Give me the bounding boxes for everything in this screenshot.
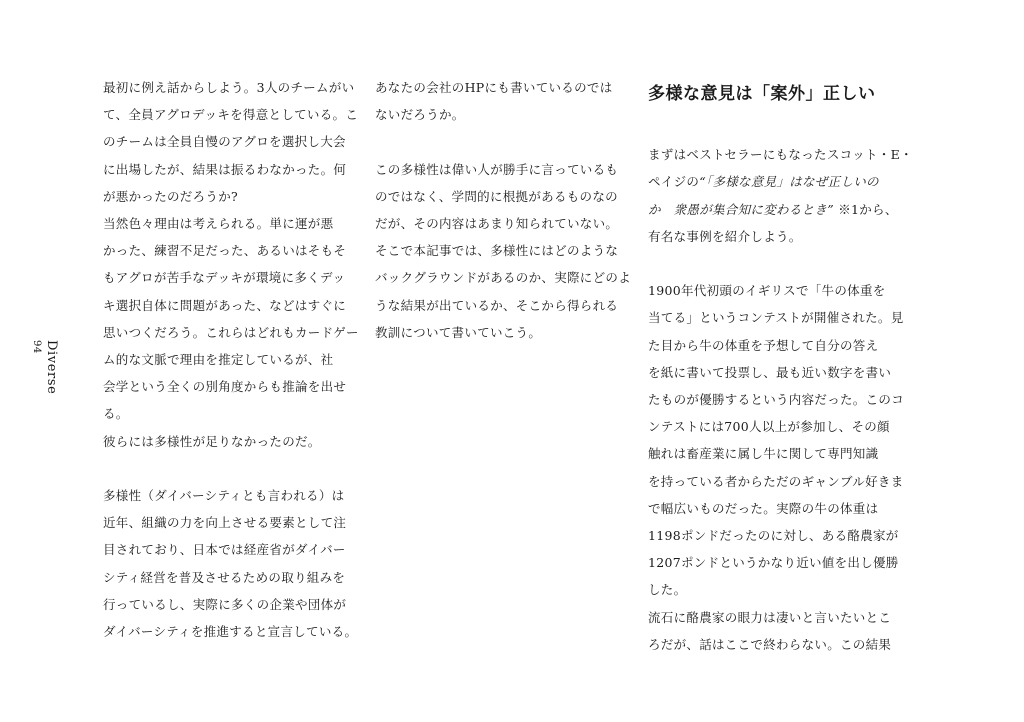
text-line: 目されており、日本では経産省がダイバー xyxy=(103,542,346,558)
text-line: 触れは畜産業に属し牛に関して専門知識 xyxy=(648,446,879,462)
text-line: 会学という全くの別角度からも推論を出せ xyxy=(103,379,347,395)
text-line: ダイバーシティを推進すると宣言している。 xyxy=(103,624,358,640)
text-column-3 xyxy=(648,74,913,658)
text-line: を持っている者からただのギャンブル好きま xyxy=(648,473,904,489)
text-column-2 xyxy=(375,74,632,346)
text-line: た目から牛の体重を予想して自分の答え xyxy=(648,337,879,353)
text-line: ンテストには700人以上が参加し、その顔 xyxy=(648,419,890,435)
text-line: が悪かったのだろうか? xyxy=(103,188,239,204)
text-line: もアグロが苦手なデッキが環境に多くデッ xyxy=(103,270,346,286)
blank-line xyxy=(648,250,890,277)
text-line: 有名な事例を紹介しよう。 xyxy=(648,228,802,244)
text-line: この多様性は偉い人が勝手に言っているも xyxy=(375,161,619,177)
text-line: 最初に例え話からしよう。3人のチームがい xyxy=(103,80,355,95)
text-line: ないだろうか。 xyxy=(375,107,465,123)
text-line: で幅広いものだった。実際の牛の体重は xyxy=(648,500,879,516)
text-fragment: から、 xyxy=(859,201,898,217)
text-line: て、全員アグロデッキを得意としている。こ xyxy=(103,107,359,123)
text-line: だが、その内容はあまり知られていない。 xyxy=(375,216,619,231)
text-line: のチームは全員自慢のアグロを選択し大会 xyxy=(103,134,346,150)
side-label xyxy=(31,340,66,395)
magazine-title: Diverse xyxy=(44,340,59,395)
text-fragment: ペイジの xyxy=(648,174,700,190)
text-line xyxy=(648,196,898,223)
text-line: る。 xyxy=(103,406,129,422)
text-line: した。 xyxy=(648,582,687,598)
text-line: そこで本記事では、多様性にはどのような xyxy=(375,243,619,259)
text-line: 1900年代初頭のイギリスで「牛の体重を xyxy=(648,283,886,299)
text-line: あなたの会社のHPにも書いているのでは xyxy=(375,80,613,95)
text-line: ム的な文脈で理由を推定しているが、社 xyxy=(103,352,334,368)
text-line: かった、練習不足だった、あるいはそもそ xyxy=(103,243,347,259)
text-line: 行っているし、実際に多くの企業や団体が xyxy=(103,596,347,612)
text-column-1 xyxy=(103,74,359,645)
text-line: 近年、組織の力を向上させる要素として注 xyxy=(103,515,347,531)
footnote-marker: ※1 xyxy=(838,201,860,217)
text-line: を紙に書いて投票し、最も近い数字を書い xyxy=(648,364,892,380)
text-line: 1207ポンドというかなり近い値を出し優勝 xyxy=(648,555,899,571)
section-heading: 多様な意見は「案外」正しい xyxy=(648,84,876,104)
text-line: 教訓について書いていこう。 xyxy=(375,324,542,340)
blank-line xyxy=(375,128,617,155)
text-line: シティ経営を普及させるための取り組みを xyxy=(103,569,346,585)
text-line: のではなく、学問的に根拠があるものなの xyxy=(375,188,618,204)
text-line: 流石に酪農家の眼力は凄いと言いたいとこ xyxy=(648,609,892,625)
book-title-fragment: “「多様な意見」はなぜ正しいの xyxy=(699,174,879,190)
text-line: バックグラウンドがあるのか、実際にどのよ xyxy=(375,270,632,286)
text-line: 1198ポンドだったのに対し、ある酪農家が xyxy=(648,528,899,544)
text-line: たものが優勝するという内容だった。このコ xyxy=(648,392,905,407)
text-line: うな結果が出ているか、そこから得られる xyxy=(375,297,619,313)
text-line xyxy=(648,168,890,195)
text-line: まずはベストセラーにもなったスコット・E・ xyxy=(648,147,913,163)
text-line: キ選択自体に問題があった、などはすぐに xyxy=(103,297,347,313)
text-line: に出場したが、結果は振るわなかった。何 xyxy=(103,161,347,177)
book-title-fragment: か 衆愚が集合知に変わるとき” xyxy=(648,201,834,217)
text-line: 当てる」というコンテストが開催された。見 xyxy=(648,310,904,326)
blank-line xyxy=(648,114,890,141)
text-line: 思いつくだろう。これらはどれもカードゲー xyxy=(103,324,359,340)
text-line: 彼らには多様性が足りなかったのだ。 xyxy=(103,433,321,449)
page-number: 94 xyxy=(31,340,42,354)
text-line: 多様性（ダイバーシティとも言われる）は xyxy=(103,488,345,504)
text-line: ろだが、話はここで終わらない。この結果 xyxy=(648,636,892,652)
blank-line xyxy=(103,455,345,482)
text-line: 当然色々理由は考えられる。単に運が悪 xyxy=(103,216,334,232)
